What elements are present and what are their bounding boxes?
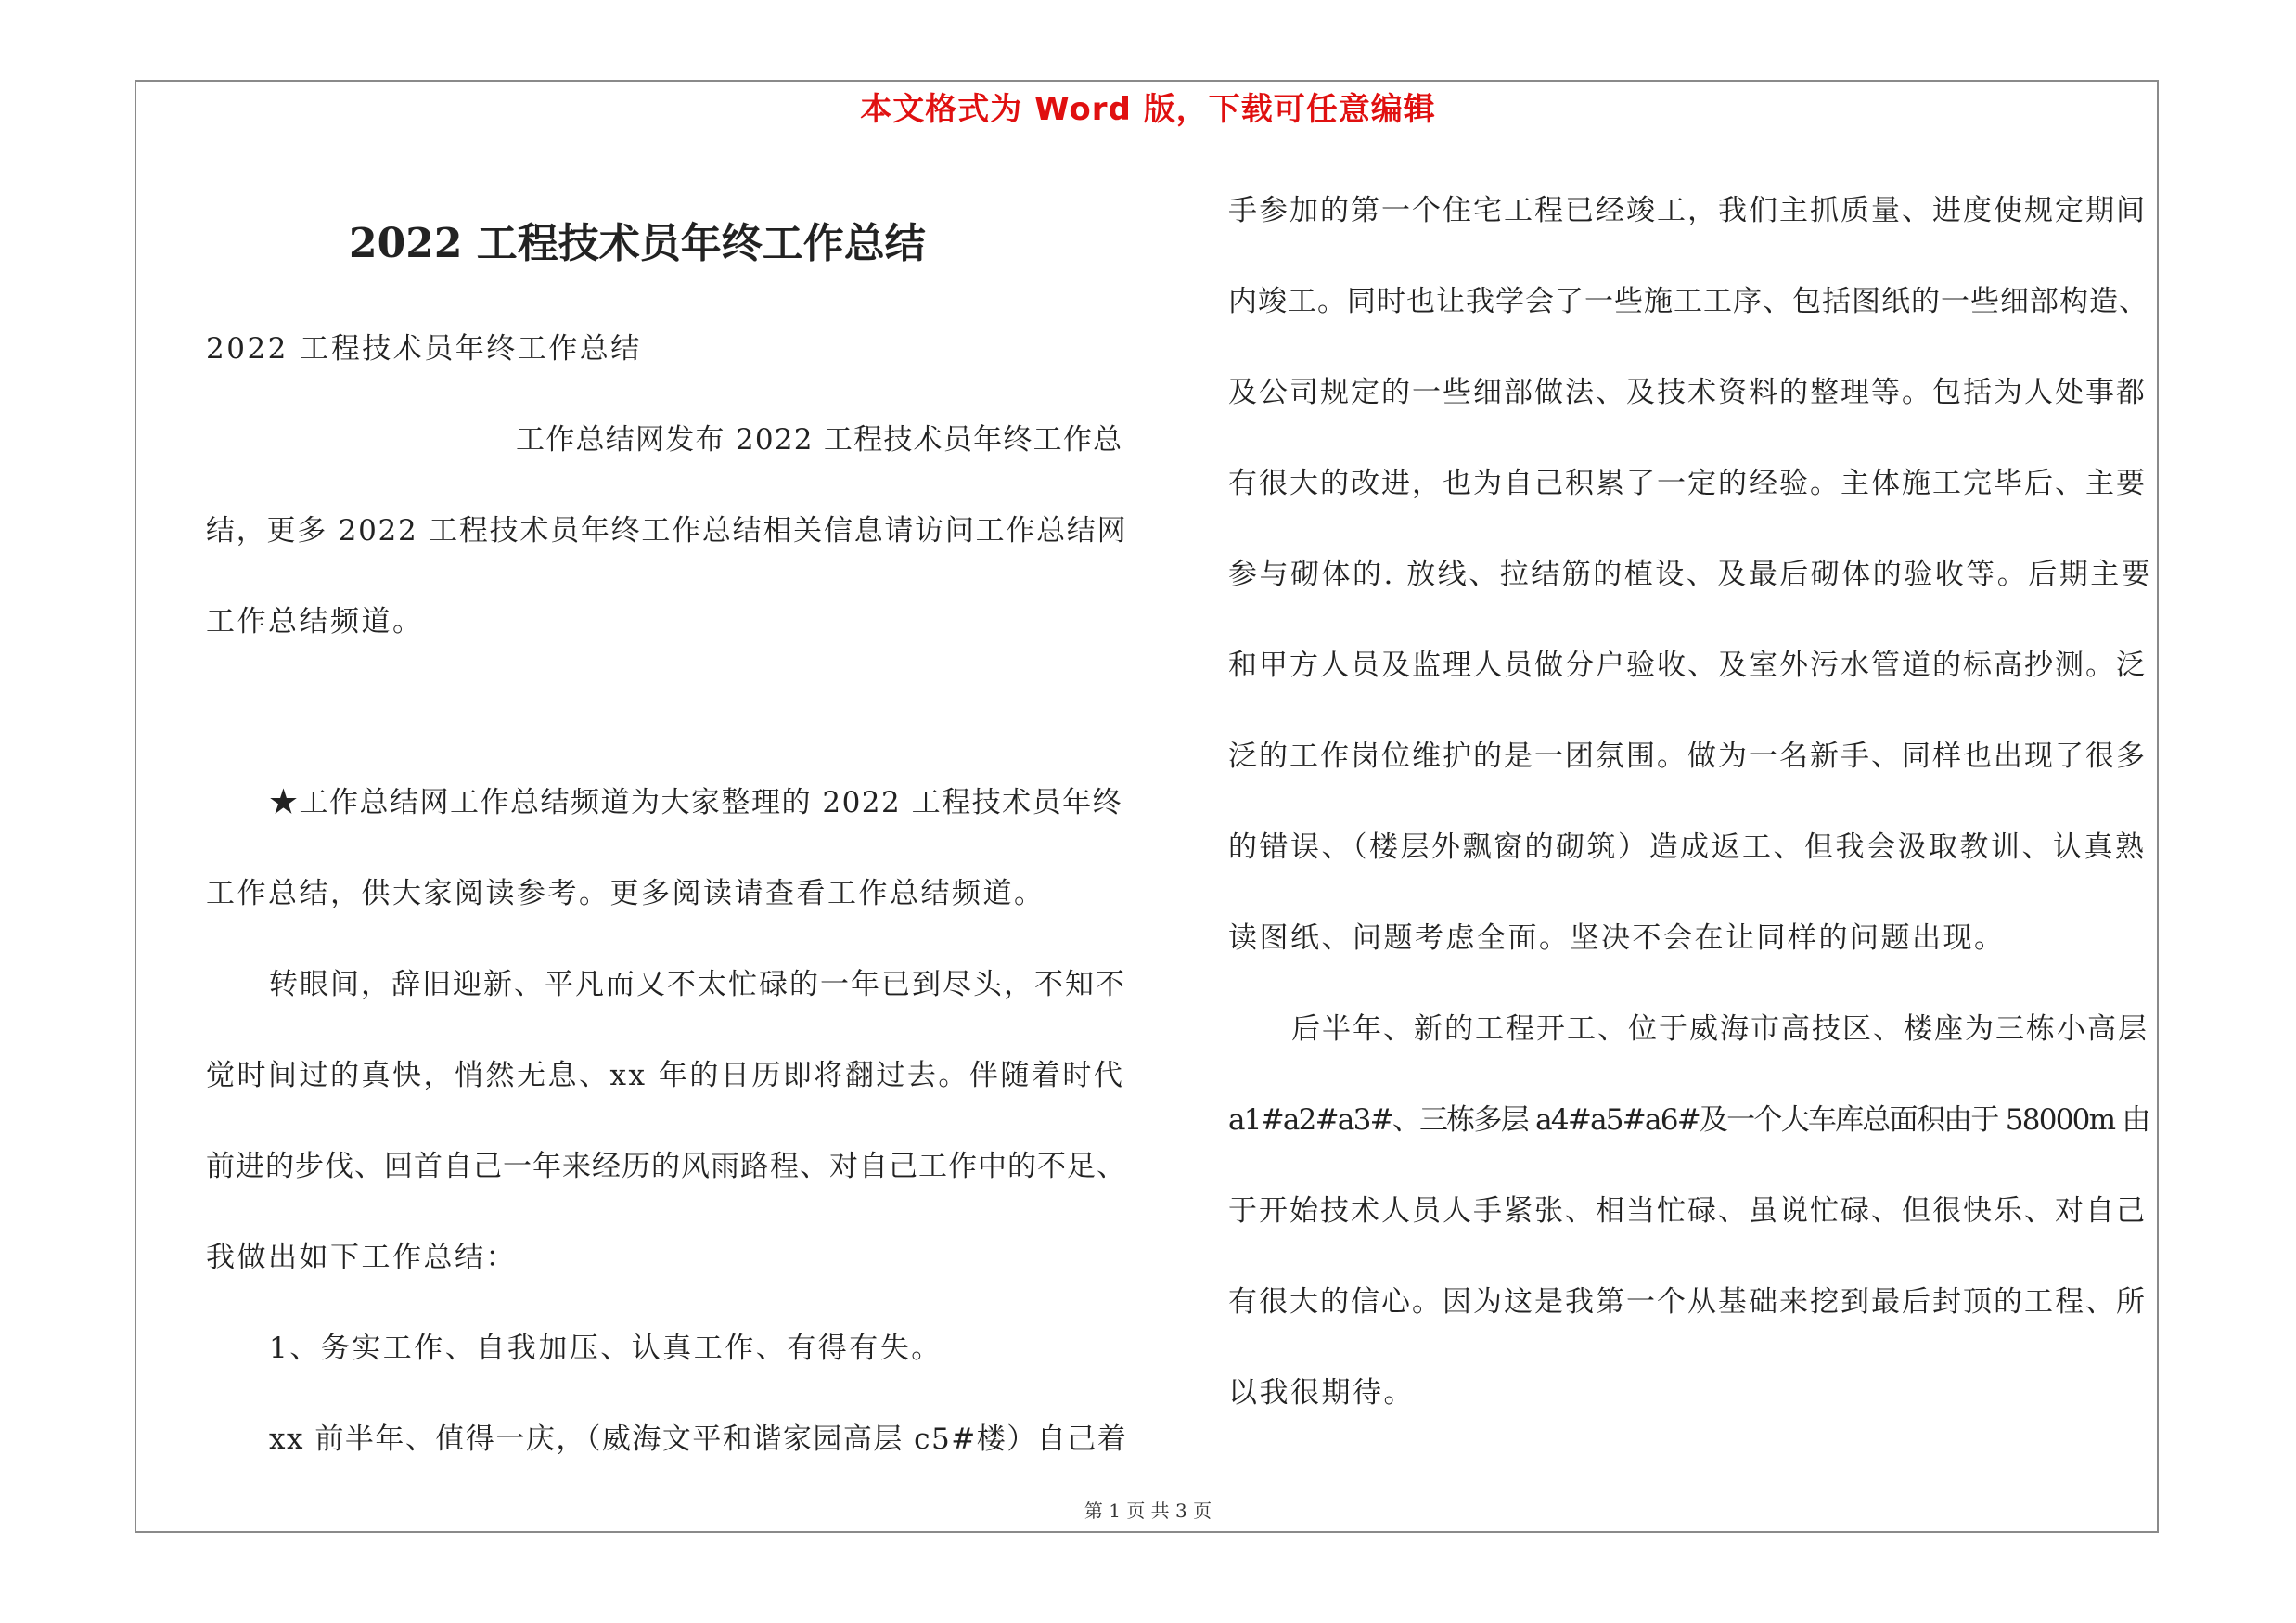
text-line: 有很大的信心。因为这是我第一个从基础来挖到最后封顶的工程、所 <box>1228 1285 2147 1319</box>
text-line: 读图纸、问题考虑全面。坚决不会在让同样的问题出现。 <box>1228 921 2006 955</box>
text-line: 的错误、（楼层外飘窗的砌筑）造成返工、但我会汲取教训、认真熟 <box>1228 831 2147 864</box>
text-line: 我做出如下工作总结： <box>206 1241 517 1274</box>
text-line: 及公司规定的一些细部做法、及技术资料的整理等。包括为人处事都 <box>1228 376 2147 409</box>
page-number: 第 1 页 共 3 页 <box>1084 1500 1212 1522</box>
text-line: 以我很期待。 <box>1228 1376 1415 1410</box>
text-line: 工作总结频道。 <box>206 605 424 638</box>
text-line: 泛的工作岗位维护的是一团氛围。做为一名新手、同样也出现了很多 <box>1228 740 2147 773</box>
text-line: 内竣工。同时也让我学会了一些施工工序、包括图纸的一些细部构造、 <box>1228 285 2148 318</box>
text-line: 工作总结网发布 2022 工程技术员年终工作总 <box>516 423 1123 457</box>
text-line: 前进的步伐、回首自己一年来经历的风雨路程、对自己工作中的不足、 <box>206 1150 1126 1183</box>
text-line: 后半年、新的工程开工、位于威海市高技区、楼座为三栋小高层 <box>1291 1012 2148 1046</box>
text-line: 结，更多 2022 工程技术员年终工作总结相关信息请访问工作总结网 <box>206 514 1128 547</box>
text-line: 1、务实工作、自我加压、认真工作、有得有失。 <box>269 1332 943 1365</box>
format-banner: 本文格式为 Word 版，下载可任意编辑 <box>860 91 1436 128</box>
text-line: 和甲方人员及监理人员做分户验收、及室外污水管道的标高抄测。泛 <box>1228 649 2147 682</box>
text-line: ★工作总结网工作总结频道为大家整理的 2022 工程技术员年终 <box>269 786 1123 819</box>
text-line: xx 前半年、值得一庆，（威海文平和谐家园高层 c5#楼）自己着 <box>269 1423 1128 1456</box>
text-line: a1#a2#a3#、三栋多层 a4#a5#a6#及一个大车库总面积由于 58000m 由 <box>1228 1103 2149 1137</box>
text-line: 手参加的第一个住宅工程已经竣工，我们主抓质量、进度使规定期间 <box>1228 194 2147 227</box>
text-line: 转眼间，辞旧迎新、平凡而又不太忙碌的一年已到尽头，不知不 <box>269 968 1126 1001</box>
document-title: 2022 工程技术员年终工作总结 <box>349 220 926 267</box>
text-line: 于开始技术人员人手紧张、相当忙碌、虽说忙碌、但很快乐、对自己 <box>1228 1194 2147 1228</box>
text-line: 工作总结，供大家阅读参考。更多阅读请查看工作总结频道。 <box>206 877 1045 910</box>
text-line: 有很大的改进，也为自己积累了一定的经验。主体施工完毕后、主要 <box>1228 467 2147 500</box>
text-line: 参与砌体的. 放线、拉结筋的植设、及最后砌体的验收等。后期主要 <box>1228 558 2153 591</box>
text-line: 觉时间过的真快，悄然无息、xx 年的日历即将翻过去。伴随着时代 <box>206 1059 1125 1092</box>
text-line: 2022 工程技术员年终工作总结 <box>206 332 642 366</box>
